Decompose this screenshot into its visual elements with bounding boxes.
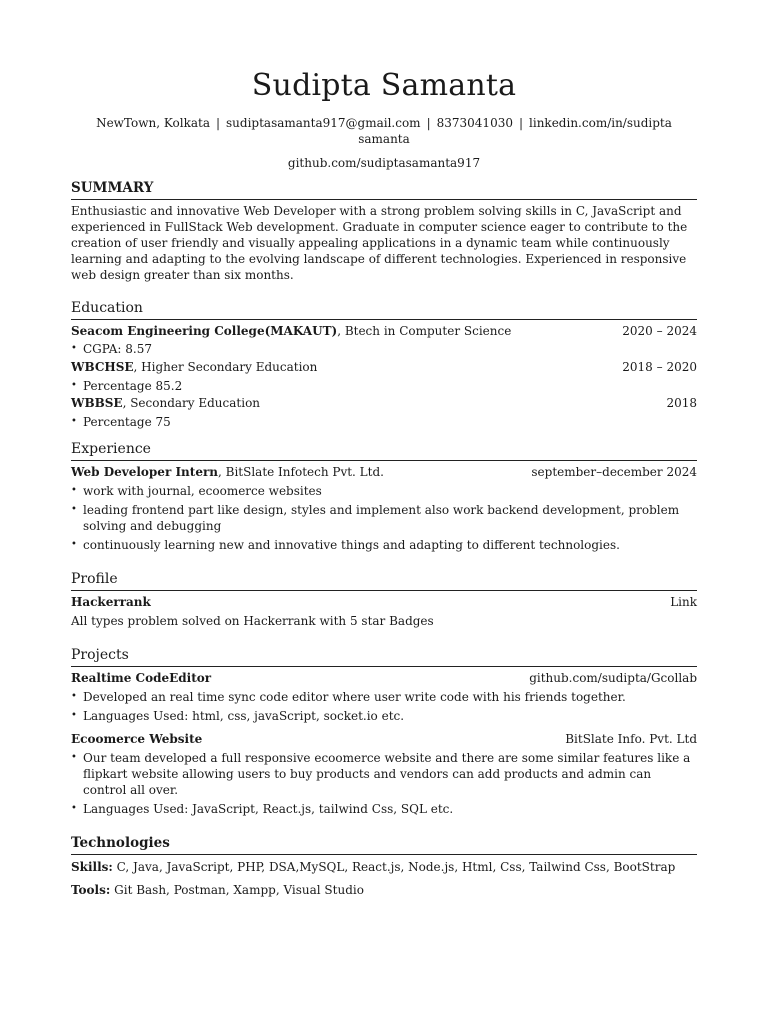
project-bullet: Languages Used: JavaScript, React.js, tailwind Css, SQL etc. xyxy=(83,802,454,816)
education-dates: 2018 – 2020 xyxy=(622,360,697,374)
project-bullet: Languages Used: html, css, javaScript, socket.io etc. xyxy=(83,709,405,723)
resume-name: Sudipta Samanta xyxy=(251,68,517,103)
project-entry xyxy=(71,731,697,817)
bullet-icon: • xyxy=(71,416,77,427)
project-org: BitSlate Info. Pvt. Ltd xyxy=(565,732,697,746)
profile-link[interactable]: Link xyxy=(670,595,697,609)
bullet-icon: • xyxy=(71,539,77,550)
summary-section xyxy=(71,179,697,283)
degree-text: , Secondary Education xyxy=(122,396,261,410)
location-text: NewTown, Kolkata xyxy=(96,116,210,130)
project-link[interactable]: github.com/sudipta/Gcollab xyxy=(529,671,697,685)
bullet-icon: • xyxy=(71,752,77,763)
skills-list: C, Java, JavaScript, PHP, DSA,MySQL, React.js, Node.js, Html, Css, Tailwind Css, BootStrap xyxy=(116,860,676,874)
education-section xyxy=(71,299,697,430)
projects-heading: Projects xyxy=(71,646,697,667)
technologies-heading: Technologies xyxy=(71,834,697,855)
company-name: , BitSlate Infotech Pvt. Ltd. xyxy=(218,465,384,479)
profile-text: All types problem solved on Hackerrank with 5 star Badges xyxy=(71,614,434,628)
education-dates: 2018 xyxy=(666,396,697,410)
profile-site: Hackerrank xyxy=(71,595,151,609)
tools-line xyxy=(71,882,697,898)
contact-line xyxy=(71,115,697,147)
bullet-icon: • xyxy=(71,343,77,354)
bullet-icon: • xyxy=(71,691,77,702)
project-bullet: Our team developed a full responsive ecoomerce website and there are some similar features like a flipkart website allowing users to buy products and vendors can add products and admin can control all over. xyxy=(83,751,691,797)
contact-separator: | xyxy=(518,116,524,130)
education-entry xyxy=(71,395,697,430)
experience-heading: Experience xyxy=(71,440,697,461)
degree-text: , Higher Secondary Education xyxy=(133,360,318,374)
experience-section xyxy=(71,440,697,553)
education-entry xyxy=(71,359,697,394)
experience-bullet: work with journal, ecoomerce websites xyxy=(83,484,322,498)
tools-label: Tools: xyxy=(71,883,111,897)
contact-separator: | xyxy=(426,116,431,130)
phone-text: 8373041030 xyxy=(436,116,513,130)
education-detail: Percentage 75 xyxy=(83,415,171,429)
skills-label: Skills: xyxy=(71,860,113,874)
github-link[interactable]: github.com/sudiptasamanta917 xyxy=(287,156,481,170)
role-title: Web Developer Intern xyxy=(71,465,218,479)
project-name: Realtime CodeEditor xyxy=(71,671,212,685)
experience-bullet: continuously learning new and innovative things and adapting to different technologies. xyxy=(83,538,620,552)
institution-name: WBCHSE xyxy=(71,360,134,374)
education-entry xyxy=(71,323,697,357)
bullet-icon: • xyxy=(71,485,77,496)
project-name: Ecoomerce Website xyxy=(71,732,203,746)
project-entry xyxy=(71,670,697,724)
projects-section xyxy=(71,646,697,817)
bullet-icon: • xyxy=(71,710,77,721)
profile-section xyxy=(71,570,697,629)
linkedin-link[interactable]: linkedin.com/in/sudipta samanta xyxy=(358,116,672,146)
bullet-icon: • xyxy=(71,380,77,391)
institution-name: WBBSE xyxy=(71,396,123,410)
education-heading: Education xyxy=(71,299,697,320)
institution-name: Seacom Engineering College(MAKAUT) xyxy=(71,324,338,338)
project-bullet: Developed an real time sync code editor where user write code with his friends together. xyxy=(83,690,626,704)
contact-separator: | xyxy=(215,116,221,130)
summary-heading: SUMMARY xyxy=(71,179,697,200)
email-link[interactable]: sudiptasamanta917@gmail.com xyxy=(226,116,421,130)
profile-heading: Profile xyxy=(71,570,697,591)
experience-bullet: leading frontend part like design, styles and implement also work backend development, problem solving and debugging xyxy=(83,503,680,533)
technologies-section xyxy=(71,834,697,898)
degree-text: , Btech in Computer Science xyxy=(337,324,512,338)
education-detail: CGPA: 8.57 xyxy=(83,342,152,356)
bullet-icon: • xyxy=(71,504,77,515)
tools-list: Git Bash, Postman, Xampp, Visual Studio xyxy=(114,883,364,897)
bullet-icon: • xyxy=(71,803,77,814)
summary-text: Enthusiastic and innovative Web Developer with a strong problem solving skills in C, JavaScript and experienced in FullStack Web development. Graduate in computer science eager to contribute to the creation of user friendly and visually appealing applications in a dynamic team while continuously learning and adapting to the evolving landscape of different technologies. Experienced in responsive web design greater than six months. xyxy=(71,204,688,282)
education-dates: 2020 – 2024 xyxy=(622,324,697,338)
education-detail: Percentage 85.2 xyxy=(83,379,183,393)
github-line xyxy=(71,155,697,171)
skills-line xyxy=(71,859,697,875)
experience-dates: september–december 2024 xyxy=(531,465,697,479)
